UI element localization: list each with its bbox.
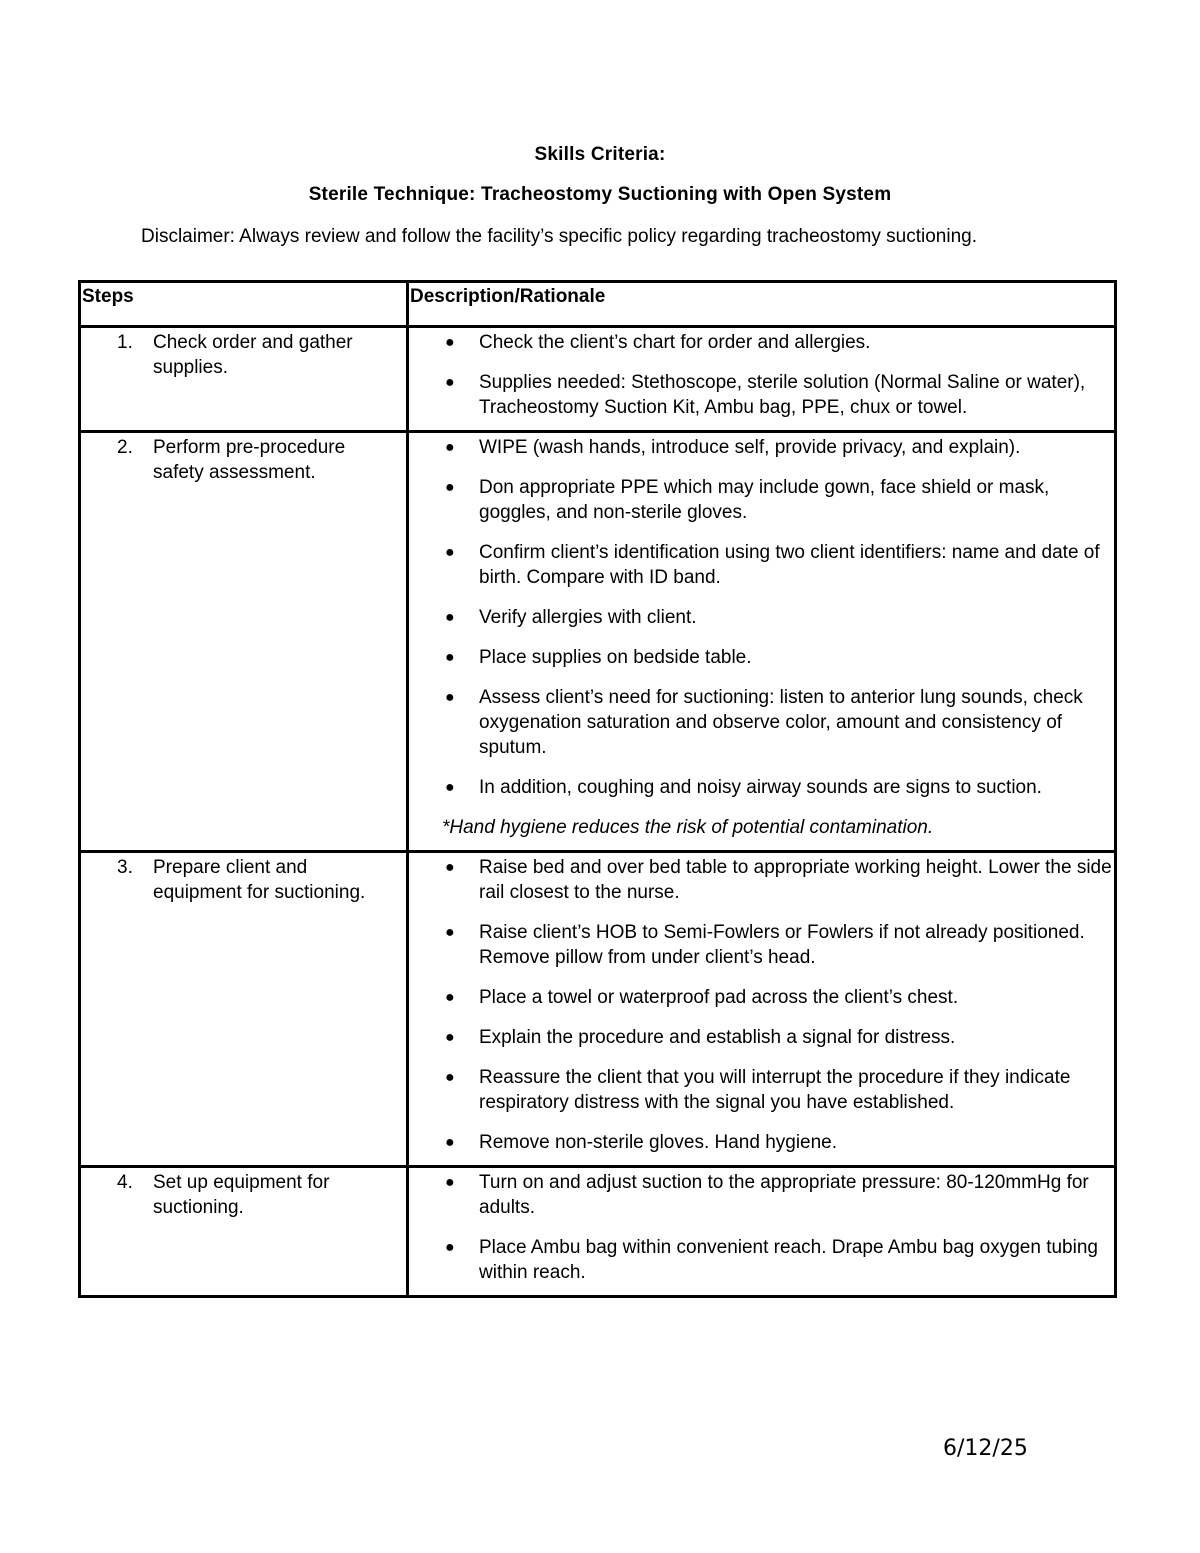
list-item [409, 435, 1114, 460]
table-row [80, 1167, 1116, 1297]
step-item [81, 328, 406, 388]
bullet-text: Confirm client’s identification using two client identifiers: name and date of birth. Compare with ID band. [479, 542, 1100, 588]
bullet-text: Verify allergies with client. [479, 607, 697, 628]
step-number: 2. [117, 437, 133, 458]
bullet-text: Place Ambu bag within convenient reach. Drape Ambu bag oxygen tubing within reach. [479, 1237, 1098, 1283]
table-row [80, 432, 1116, 852]
bullet-text: Check the client’s chart for order and allergies. [479, 332, 871, 353]
step-item [81, 433, 406, 493]
bullet-text: Assess client’s need for suctioning: listen to anterior lung sounds, check oxygenation saturation and observe color, amount and consistency of sputum. [479, 687, 1083, 758]
bullet-list [409, 853, 1114, 1165]
document-title: Skills Criteria: [534, 144, 666, 165]
table-row [80, 852, 1116, 1167]
list-item [409, 1170, 1114, 1220]
step-number: 3. [117, 857, 133, 878]
step-label: Prepare client and equipment for suctioning. [153, 857, 366, 903]
step-label: Check order and gather supplies. [153, 332, 353, 378]
document-subtitle: Sterile Technique: Tracheostomy Suctioning with Open System [308, 184, 892, 205]
list-item [409, 1065, 1114, 1115]
step-label: Perform pre-procedure safety assessment. [153, 437, 346, 483]
list-item [409, 685, 1114, 760]
bullet-icon: ● [445, 689, 455, 706]
bullet-icon: ● [445, 479, 455, 496]
step-cell [80, 852, 408, 1167]
rationale-note: *Hand hygiene reduces the risk of potential contamination. [442, 817, 934, 838]
bullet-icon: ● [445, 1134, 455, 1151]
bullet-icon: ● [445, 859, 455, 876]
step-number: 4. [117, 1172, 133, 1193]
bullet-text: Don appropriate PPE which may include gown, face shield or mask, goggles, and non-sterile gloves. [479, 477, 1050, 523]
bullet-icon: ● [445, 374, 455, 391]
list-item [409, 605, 1114, 630]
bullet-text: Supplies needed: Stethoscope, sterile solution (Normal Saline or water), Tracheostomy Suction Kit, Ambu bag, PPE, chux or towel. [479, 372, 1086, 418]
description-cell [408, 1167, 1116, 1297]
bullet-text: Place a towel or waterproof pad across the client’s chest. [479, 987, 959, 1008]
list-item [409, 1025, 1114, 1050]
step-label: Set up equipment for suctioning. [153, 1172, 330, 1218]
bullet-icon: ● [445, 439, 455, 456]
list-item [409, 775, 1114, 800]
list-item [409, 330, 1114, 355]
list-item [409, 1130, 1114, 1155]
bullet-text: Reassure the client that you will interrupt the procedure if they indicate respiratory distress with the signal you have established. [479, 1067, 1071, 1113]
bullet-icon: ● [445, 334, 455, 351]
step-cell [80, 1167, 408, 1297]
description-cell [408, 432, 1116, 852]
bullet-text: Raise client’s HOB to Semi-Fowlers or Fowlers if not already positioned. Remove pillow from under client’s head. [479, 922, 1085, 968]
header-steps: Steps [80, 282, 408, 327]
list-item [409, 1235, 1114, 1285]
bullet-icon: ● [445, 544, 455, 561]
bullet-text: Place supplies on bedside table. [479, 647, 752, 668]
header-description: Description/Rationale [408, 282, 1116, 327]
bullet-text: In addition, coughing and noisy airway sounds are signs to suction. [479, 777, 1042, 798]
description-cell [408, 327, 1116, 432]
bullet-icon: ● [445, 989, 455, 1006]
bullet-icon: ● [445, 1069, 455, 1086]
disclaimer-text: Disclaimer: Always review and follow the facility’s specific policy regarding tracheostomy suctioning. [141, 226, 977, 247]
bullet-icon: ● [445, 1239, 455, 1256]
step-item [81, 853, 406, 913]
bullet-icon: ● [445, 1174, 455, 1191]
bullet-icon: ● [445, 649, 455, 666]
bullet-text: Explain the procedure and establish a signal for distress. [479, 1027, 956, 1048]
step-cell [80, 327, 408, 432]
step-item [81, 1168, 406, 1228]
list-item [409, 540, 1114, 590]
list-item [409, 645, 1114, 670]
table-body [80, 327, 1116, 1297]
bullet-text: Raise bed and over bed table to appropriate working height. Lower the side rail closest to the nurse. [479, 857, 1112, 903]
bullet-list [409, 328, 1114, 430]
bullet-icon: ● [445, 1029, 455, 1046]
step-number: 1. [117, 332, 133, 353]
list-item [409, 370, 1114, 420]
list-item [409, 855, 1114, 905]
bullet-icon: ● [445, 924, 455, 941]
bullet-text: Remove non-sterile gloves. Hand hygiene. [479, 1132, 838, 1153]
list-item [409, 985, 1114, 1010]
step-cell [80, 432, 408, 852]
description-cell [408, 852, 1116, 1167]
table-header-row [80, 282, 1116, 327]
bullet-icon: ● [445, 609, 455, 626]
table-row [80, 327, 1116, 432]
bullet-list [409, 433, 1114, 800]
bullet-text: Turn on and adjust suction to the appropriate pressure: 80-120mmHg for adults. [479, 1172, 1089, 1218]
skills-criteria-table [78, 280, 1117, 1298]
page-number: 6/12/25 [943, 1436, 1028, 1461]
bullet-icon: ● [445, 779, 455, 796]
bullet-text: WIPE (wash hands, introduce self, provide privacy, and explain). [479, 437, 1021, 458]
list-item [409, 475, 1114, 525]
list-item [409, 920, 1114, 970]
bullet-list [409, 1168, 1114, 1295]
